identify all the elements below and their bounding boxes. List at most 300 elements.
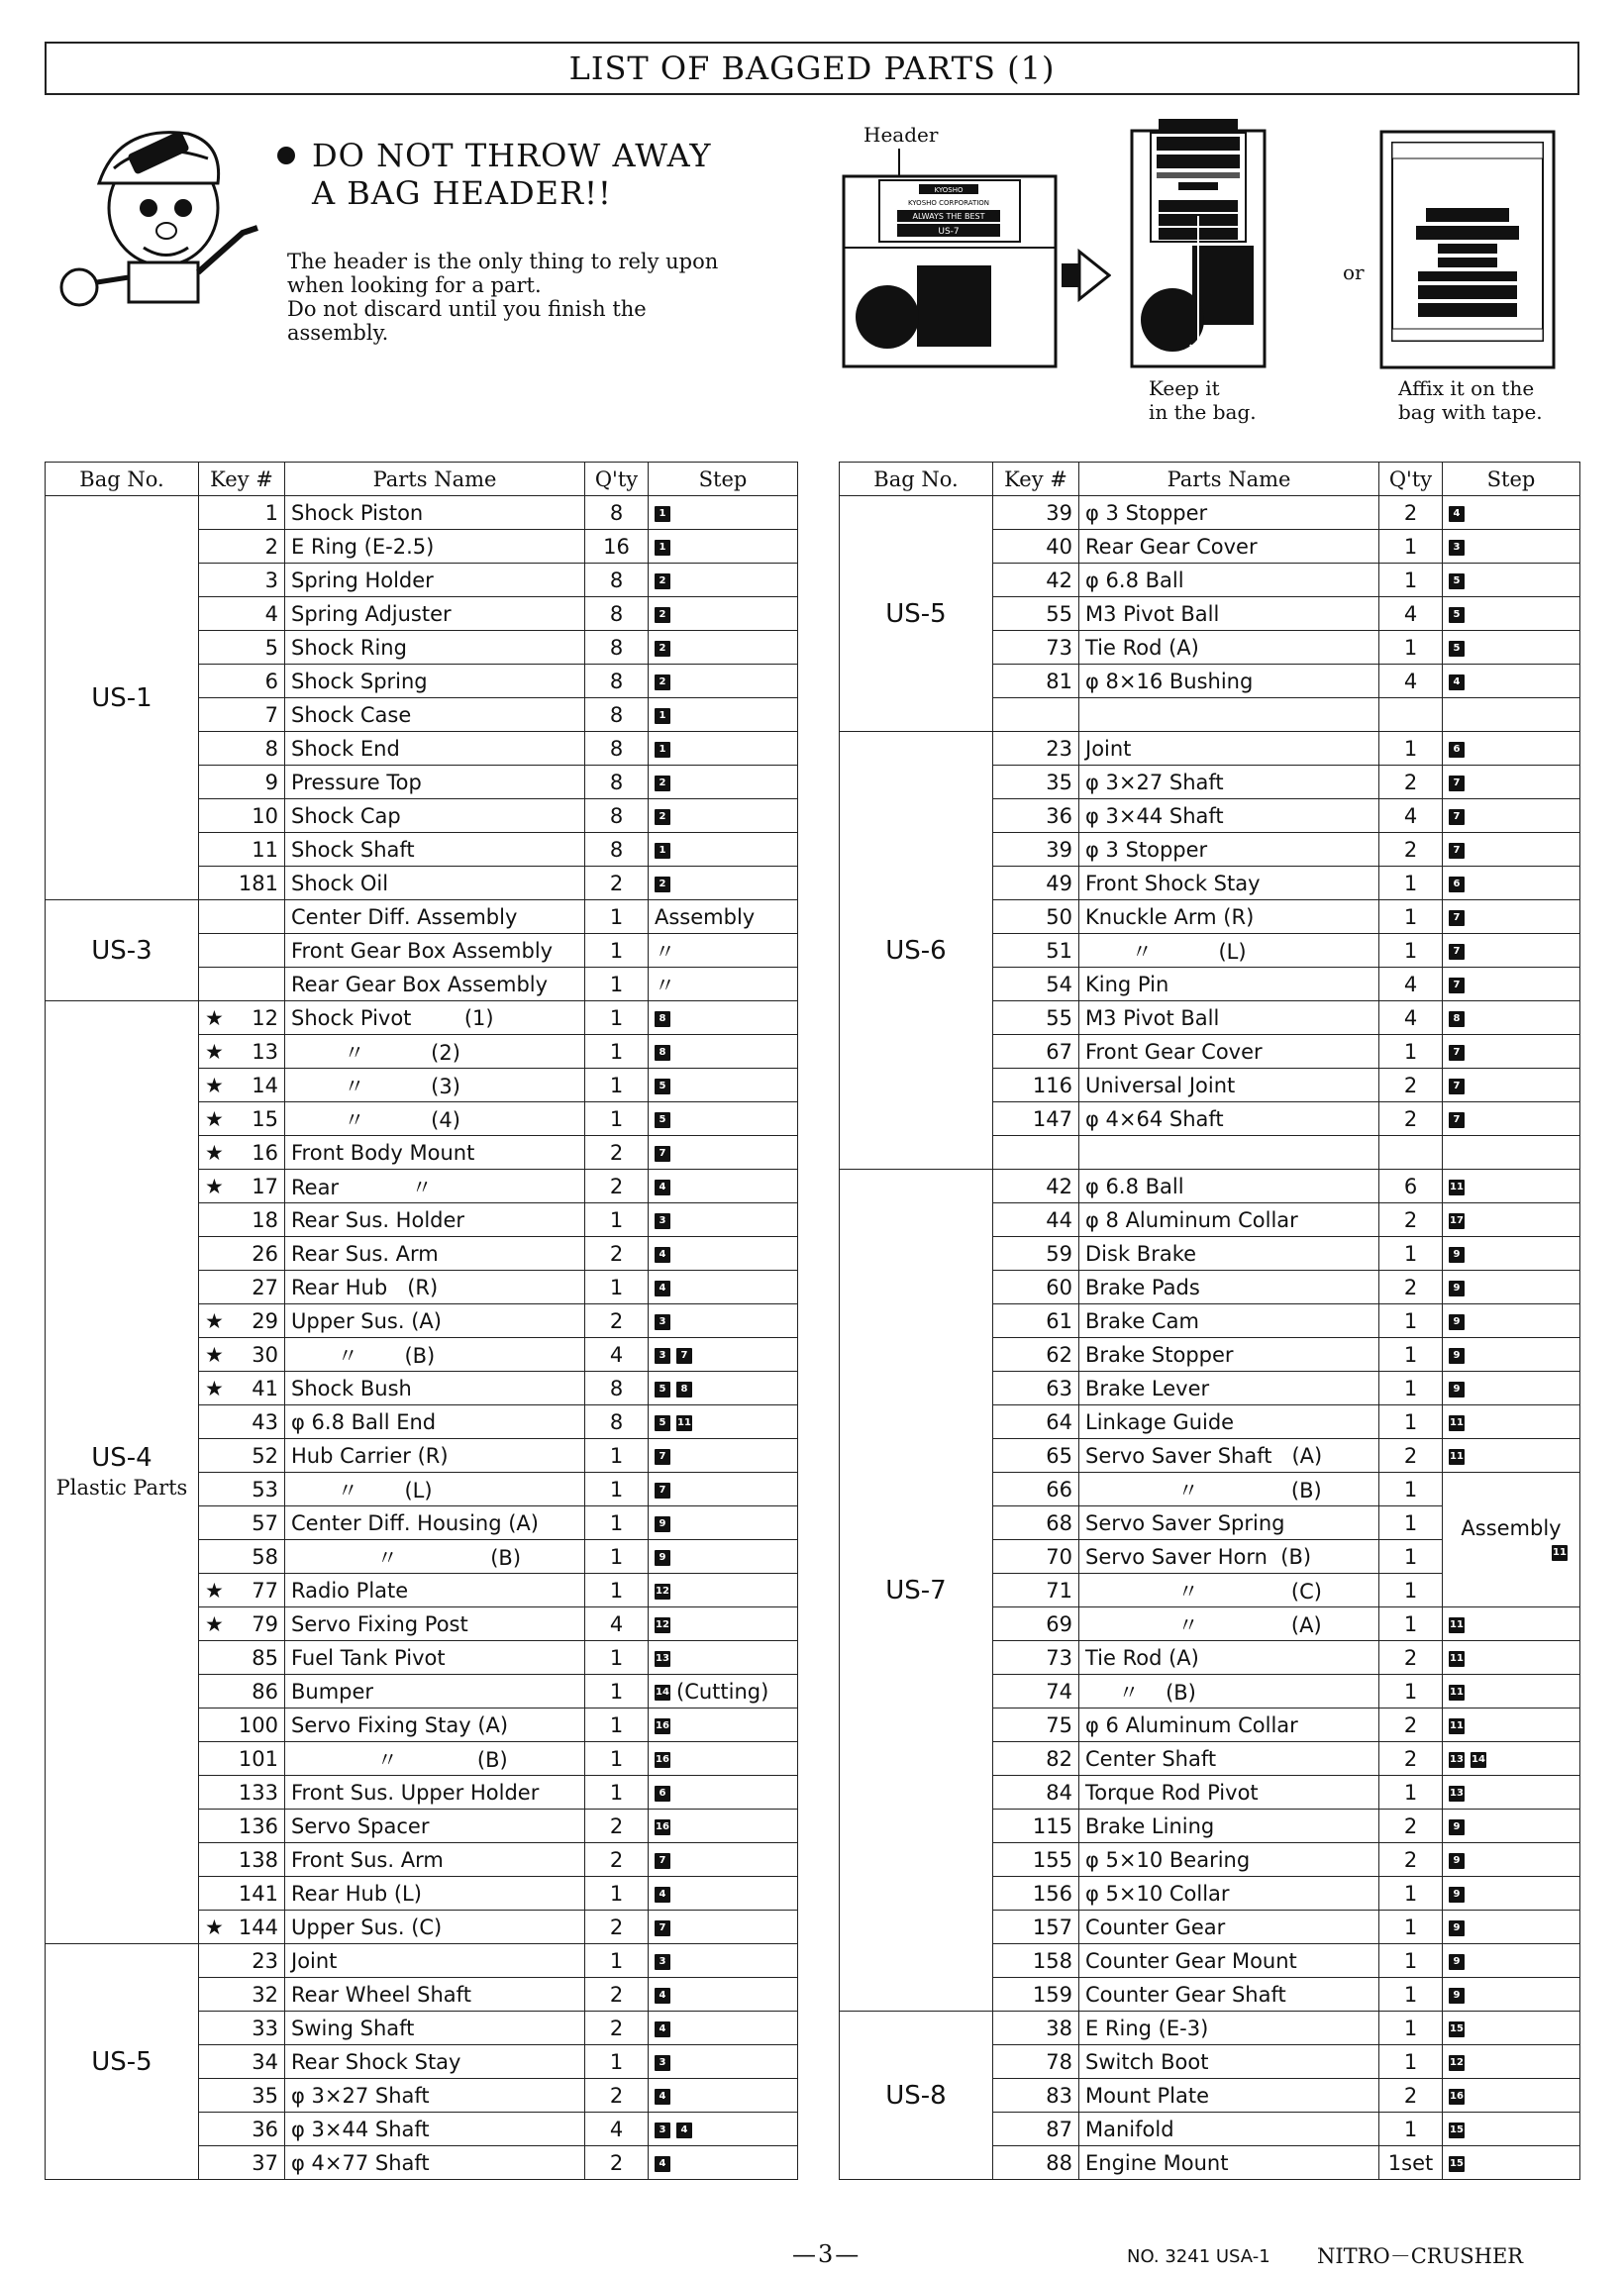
step-cell — [649, 698, 798, 732]
step-cell — [649, 1304, 798, 1338]
step-cell — [1443, 1607, 1580, 1641]
keep-in-bag-figure — [1129, 117, 1268, 372]
key-cell — [993, 597, 1079, 631]
step-number-icon: 7 — [1449, 978, 1465, 993]
quantity: 1 — [1379, 867, 1443, 900]
step-number-icon: 11 — [1449, 1617, 1465, 1633]
star-icon: ★ — [205, 1376, 224, 1400]
step-number-icon: 17 — [1449, 1213, 1465, 1229]
key-number: 35 — [1046, 770, 1072, 794]
bag-number: US-3 — [91, 935, 152, 966]
step-cell — [1443, 2113, 1580, 2146]
key-number: 88 — [1046, 2150, 1072, 2175]
key-cell — [993, 2146, 1079, 2180]
key-cell — [993, 799, 1079, 833]
quantity: 1 — [1379, 1237, 1443, 1271]
col-bag-no: Bag No. — [46, 463, 199, 496]
key-number: 60 — [1046, 1275, 1072, 1299]
key-cell — [993, 1742, 1079, 1776]
part-name: φ 6.8 Ball End — [285, 1405, 585, 1439]
quantity: 2 — [585, 2012, 649, 2045]
key-cell — [199, 1102, 285, 1136]
bag-number-cell — [840, 1170, 993, 2012]
step-number-icon: 5 — [655, 1382, 670, 1398]
part-name: Joint — [1079, 732, 1379, 766]
step-number-icon: 3 — [655, 1213, 670, 1229]
key-number: 15 — [252, 1106, 278, 1131]
part-name: Rear Hub (R) — [285, 1271, 585, 1304]
step-number-icon: 5 — [1449, 641, 1465, 657]
quantity: 2 — [1379, 833, 1443, 867]
step-cell — [1443, 968, 1580, 1001]
quantity: 1 — [585, 900, 649, 934]
key-number: 64 — [1046, 1409, 1072, 1434]
part-name: Brake Lever — [1079, 1372, 1379, 1405]
key-number: 73 — [1046, 635, 1072, 660]
step-number-icon: 11 — [1552, 1545, 1568, 1561]
quantity: 1 — [1379, 1338, 1443, 1372]
part-name: Upper Sus. (A) — [285, 1304, 585, 1338]
step-cell — [1443, 496, 1580, 530]
part-name: Brake Stopper — [1079, 1338, 1379, 1372]
step-cell — [1443, 2045, 1580, 2079]
step-number-icon: 14 — [1471, 1752, 1486, 1768]
key-number: 55 — [1046, 601, 1072, 626]
key-number: 155 — [1032, 1847, 1072, 1872]
part-name: Hub Carrier (R) — [285, 1439, 585, 1473]
key-cell — [993, 1675, 1079, 1708]
document-number: NO. 3241 USA-1 — [1127, 2246, 1270, 2267]
quantity: 4 — [1379, 665, 1443, 698]
part-name: Servo Saver Horn (B) — [1079, 1540, 1379, 1574]
part-name: Radio Plate — [285, 1574, 585, 1607]
quantity: 1 — [1379, 1372, 1443, 1405]
bag-number: US-5 — [91, 2046, 152, 2077]
parts-table-left — [45, 462, 798, 2180]
step-number-icon: 1 — [655, 540, 670, 556]
quantity: 8 — [585, 631, 649, 665]
key-cell — [993, 564, 1079, 597]
key-cell — [993, 732, 1079, 766]
bag-number: US-5 — [885, 598, 947, 629]
step-number-icon: 3 — [655, 1348, 670, 1364]
step-cell — [649, 1136, 798, 1170]
part-name: Rear Sus. Holder — [285, 1203, 585, 1237]
quantity: 8 — [585, 665, 649, 698]
step-cell — [1443, 766, 1580, 799]
key-cell — [199, 1877, 285, 1911]
key-cell — [199, 1203, 285, 1237]
key-number: 86 — [252, 1679, 278, 1704]
step-cell — [649, 631, 798, 665]
part-name: Universal Joint — [1079, 1069, 1379, 1102]
key-cell — [199, 1607, 285, 1641]
quantity: 1 — [1379, 631, 1443, 665]
part-name: Front Body Mount — [285, 1136, 585, 1170]
key-number: 9 — [264, 770, 278, 794]
part-name: φ 6.8 Ball — [1079, 1170, 1379, 1203]
key-cell — [199, 1372, 285, 1405]
key-cell — [199, 1708, 285, 1742]
quantity: 1 — [585, 1776, 649, 1810]
quantity: 1 — [585, 1675, 649, 1708]
key-cell — [199, 934, 285, 968]
part-name: Shock Oil — [285, 867, 585, 900]
step-number-icon: 13 — [1449, 1786, 1465, 1802]
part-name — [1079, 698, 1379, 732]
description-line: The header is the only thing to rely upon — [287, 250, 719, 273]
quantity: 8 — [585, 766, 649, 799]
key-number: 73 — [1046, 1645, 1072, 1670]
part-name: 〃 (C) — [1079, 1574, 1379, 1607]
step-number-icon: 5 — [655, 1112, 670, 1128]
key-cell — [993, 2079, 1079, 2113]
step-number-icon: 7 — [1449, 776, 1465, 791]
step-cell — [649, 1708, 798, 1742]
quantity: 8 — [585, 597, 649, 631]
key-cell — [993, 1203, 1079, 1237]
step-number-icon: 11 — [1449, 1180, 1465, 1195]
key-number: 36 — [252, 2117, 278, 2141]
quantity: 8 — [585, 833, 649, 867]
step-number-icon: 4 — [655, 1281, 670, 1296]
step-cell — [1443, 1237, 1580, 1271]
assembly-step — [1449, 1540, 1573, 1564]
or-label: or — [1343, 260, 1365, 284]
quantity: 4 — [585, 1338, 649, 1372]
step-number-icon: 9 — [1449, 1348, 1465, 1364]
key-number: 41 — [252, 1376, 278, 1400]
quantity: 8 — [585, 496, 649, 530]
key-cell — [199, 1978, 285, 2012]
step-cell — [1443, 1742, 1580, 1776]
key-cell — [199, 833, 285, 867]
key-number: 5 — [264, 635, 278, 660]
quantity: 1 — [585, 1069, 649, 1102]
key-cell — [199, 2012, 285, 2045]
part-name: Manifold — [1079, 2113, 1379, 2146]
key-cell — [993, 1708, 1079, 1742]
step-cell — [649, 1203, 798, 1237]
step-number-icon: 8 — [676, 1382, 692, 1398]
key-number: 85 — [252, 1645, 278, 1670]
key-cell — [199, 1641, 285, 1675]
key-cell — [993, 1035, 1079, 1069]
step-number-icon: 16 — [1449, 2089, 1465, 2105]
step-cell — [649, 1675, 798, 1708]
key-number: 10 — [252, 803, 278, 828]
key-cell — [199, 1776, 285, 1810]
part-name: Brake Cam — [1079, 1304, 1379, 1338]
quantity: 2 — [1379, 1069, 1443, 1102]
step-cell — [1443, 1170, 1580, 1203]
affix-caption — [1398, 376, 1543, 424]
step-cell — [649, 2045, 798, 2079]
caption-line: Keep it — [1149, 376, 1220, 400]
key-cell — [199, 1405, 285, 1439]
key-cell — [199, 1069, 285, 1102]
step-number-icon: 9 — [655, 1550, 670, 1566]
quantity: 1 — [585, 1641, 649, 1675]
key-cell — [199, 1439, 285, 1473]
bag-number-cell — [840, 2012, 993, 2180]
step-cell — [649, 1372, 798, 1405]
step-cell — [649, 1978, 798, 2012]
step-cell — [649, 900, 798, 934]
col-step: Step — [1443, 463, 1580, 496]
star-icon: ★ — [205, 1106, 224, 1131]
key-cell — [199, 1338, 285, 1372]
key-number: 53 — [252, 1477, 278, 1501]
key-cell — [993, 1304, 1079, 1338]
quantity: 4 — [585, 2113, 649, 2146]
step-number-icon: 4 — [1449, 674, 1465, 690]
model-name: NITRO－CRUSHER — [1317, 2244, 1524, 2268]
key-number: 34 — [252, 2049, 278, 2074]
key-number: 81 — [1046, 669, 1072, 693]
star-icon: ★ — [205, 1578, 224, 1603]
step-number-icon: 11 — [676, 1415, 692, 1431]
step-number-icon: 6 — [655, 1786, 670, 1802]
key-number: 100 — [238, 1712, 278, 1737]
step-cell — [649, 665, 798, 698]
key-number: 101 — [238, 1746, 278, 1771]
star-icon: ★ — [205, 1073, 224, 1097]
key-cell — [993, 1944, 1079, 1978]
key-cell — [993, 1271, 1079, 1304]
step-cell — [1443, 1978, 1580, 2012]
part-name: Shock Ring — [285, 631, 585, 665]
key-cell — [993, 1338, 1079, 1372]
table-row — [840, 496, 1580, 530]
part-name: 〃 (B) — [285, 1540, 585, 1574]
step-cell — [649, 1641, 798, 1675]
step-number-icon: 3 — [655, 2123, 670, 2138]
quantity: 1 — [1379, 1540, 1443, 1574]
key-number: 3 — [264, 568, 278, 592]
quantity: 1set — [1379, 2146, 1443, 2180]
part-name: φ 5×10 Bearing — [1079, 1843, 1379, 1877]
part-name: 〃 (4) — [285, 1102, 585, 1136]
key-cell — [993, 1136, 1079, 1170]
step-number-icon: 7 — [1449, 809, 1465, 825]
step-number-icon: 9 — [1449, 1887, 1465, 1903]
key-cell — [993, 1641, 1079, 1675]
key-number: 158 — [1032, 1948, 1072, 1973]
step-number-icon: 7 — [1449, 944, 1465, 960]
step-number-icon: 3 — [1449, 540, 1465, 556]
step-number-icon: 3 — [655, 1954, 670, 1970]
quantity: 1 — [1379, 900, 1443, 934]
step-cell — [649, 1843, 798, 1877]
quantity: 8 — [585, 564, 649, 597]
quantity: 1 — [1379, 530, 1443, 564]
step-number-icon: 16 — [655, 1752, 670, 1768]
part-name: King Pin — [1079, 968, 1379, 1001]
part-name: φ 3×44 Shaft — [285, 2113, 585, 2146]
key-number: 44 — [1046, 1207, 1072, 1232]
step-number-icon: 1 — [655, 506, 670, 522]
step-number-icon: 9 — [1449, 1314, 1465, 1330]
key-number: 66 — [1046, 1477, 1072, 1501]
key-cell — [993, 1473, 1079, 1506]
bag-number-cell — [840, 496, 993, 732]
quantity: 2 — [1379, 2079, 1443, 2113]
quantity: 1 — [585, 1742, 649, 1776]
part-name: Shock Bush — [285, 1372, 585, 1405]
quantity: 1 — [585, 1001, 649, 1035]
key-cell — [993, 1001, 1079, 1035]
quantity: 1 — [585, 1574, 649, 1607]
step-number-icon: 9 — [1449, 1988, 1465, 2004]
quantity: 6 — [1379, 1170, 1443, 1203]
part-name: Servo Spacer — [285, 1810, 585, 1843]
part-name: φ 3 Stopper — [1079, 833, 1379, 867]
step-number-icon: 12 — [1449, 2055, 1465, 2071]
page-title: LIST OF BAGGED PARTS (1) — [45, 42, 1579, 95]
step-number-icon: 5 — [1449, 573, 1465, 589]
step-cell — [649, 968, 798, 1001]
step-cell — [1443, 1271, 1580, 1304]
quantity: 2 — [585, 1136, 649, 1170]
table-row — [46, 1944, 798, 1978]
key-cell — [993, 934, 1079, 968]
table-header-row — [46, 463, 798, 496]
step-number-icon: 15 — [1449, 2021, 1465, 2037]
key-number: 59 — [1046, 1241, 1072, 1266]
step-cell — [649, 2113, 798, 2146]
quantity: 1 — [1379, 1473, 1443, 1506]
part-name: Shock Spring — [285, 665, 585, 698]
col-qty: Q'ty — [585, 463, 649, 496]
quantity: 8 — [585, 799, 649, 833]
part-name: Rear Gear Cover — [1079, 530, 1379, 564]
step-number-icon: 11 — [1449, 1718, 1465, 1734]
key-cell — [199, 665, 285, 698]
quantity: 1 — [585, 934, 649, 968]
key-cell — [199, 1136, 285, 1170]
step-number-icon: 7 — [1449, 910, 1465, 926]
key-cell — [199, 1304, 285, 1338]
key-cell — [199, 530, 285, 564]
quantity: 1 — [1379, 2012, 1443, 2045]
step-cell — [649, 530, 798, 564]
step-number-icon: 6 — [1449, 742, 1465, 758]
part-name: Joint — [285, 1944, 585, 1978]
part-name: Servo Fixing Stay (A) — [285, 1708, 585, 1742]
col-parts-name: Parts Name — [285, 463, 585, 496]
key-number: 74 — [1046, 1679, 1072, 1704]
quantity: 2 — [585, 2079, 649, 2113]
quantity: 1 — [1379, 1944, 1443, 1978]
key-number: 75 — [1046, 1712, 1072, 1737]
step-cell — [649, 1607, 798, 1641]
quantity: 8 — [585, 1372, 649, 1405]
step-cell — [649, 1506, 798, 1540]
step-number-icon: 7 — [1449, 1112, 1465, 1128]
key-number: 2 — [264, 534, 278, 559]
step-cell — [1443, 2012, 1580, 2045]
quantity: 1 — [585, 1877, 649, 1911]
key-cell — [993, 1170, 1079, 1203]
quantity: 4 — [1379, 597, 1443, 631]
step-number-icon: 9 — [1449, 1281, 1465, 1296]
key-number: 36 — [1046, 803, 1072, 828]
key-number: 16 — [252, 1140, 278, 1165]
quantity: 1 — [585, 1271, 649, 1304]
quantity: 1 — [1379, 1978, 1443, 2012]
step-number-icon: 2 — [655, 877, 670, 892]
caption-line: in the bag. — [1149, 400, 1257, 424]
key-cell — [199, 968, 285, 1001]
key-number: 12 — [252, 1005, 278, 1030]
key-cell — [993, 2012, 1079, 2045]
quantity: 4 — [1379, 799, 1443, 833]
step-number-icon: 4 — [655, 1247, 670, 1263]
key-number: 57 — [252, 1510, 278, 1535]
step-number-icon: 15 — [1449, 2123, 1465, 2138]
quantity: 1 — [1379, 1304, 1443, 1338]
step-cell — [1443, 665, 1580, 698]
step-cell — [1443, 1708, 1580, 1742]
step-cell — [649, 732, 798, 766]
step-number-icon: 9 — [1449, 1247, 1465, 1263]
description-line: Do not discard until you finish the — [287, 297, 647, 321]
key-number: 18 — [252, 1207, 278, 1232]
quantity: 1 — [585, 1102, 649, 1136]
part-name: 〃 (3) — [285, 1069, 585, 1102]
step-cell — [649, 2146, 798, 2180]
part-name: Tie Rod (A) — [1079, 1641, 1379, 1675]
part-name: φ 8 Aluminum Collar — [1079, 1203, 1379, 1237]
key-cell — [199, 799, 285, 833]
key-cell — [199, 1271, 285, 1304]
part-name: 〃 (L) — [1079, 934, 1379, 968]
star-icon: ★ — [205, 1915, 224, 1939]
step-number-icon: 5 — [655, 1415, 670, 1431]
step-number-icon: 7 — [676, 1348, 692, 1364]
part-name: φ 4×64 Shaft — [1079, 1102, 1379, 1136]
key-number: 43 — [252, 1409, 278, 1434]
step-number-icon: 4 — [655, 1887, 670, 1903]
step-number-icon: 7 — [655, 1483, 670, 1499]
key-cell — [993, 1069, 1079, 1102]
key-cell — [993, 1540, 1079, 1574]
key-number: 159 — [1032, 1982, 1072, 2007]
step-cell — [649, 564, 798, 597]
step-number-icon: 16 — [655, 1819, 670, 1835]
step-number-icon: 9 — [1449, 1819, 1465, 1835]
step-cell — [649, 1540, 798, 1574]
step-cell — [1443, 1776, 1580, 1810]
part-name: Disk Brake — [1079, 1237, 1379, 1271]
quantity: 2 — [1379, 1810, 1443, 1843]
key-number: 133 — [238, 1780, 278, 1805]
step-number-icon: 5 — [655, 1079, 670, 1094]
quantity: 1 — [585, 1944, 649, 1978]
part-name: Shock Pivot (1) — [285, 1001, 585, 1035]
step-cell — [649, 1035, 798, 1069]
step-number-icon: 7 — [1449, 1045, 1465, 1061]
step-cell — [649, 2012, 798, 2045]
step-cell — [1443, 1136, 1580, 1170]
warning-line-1: DO NOT THROW AWAY — [312, 137, 712, 174]
part-name: Counter Gear Mount — [1079, 1944, 1379, 1978]
step-cell — [1443, 1001, 1580, 1035]
step-cell — [1443, 900, 1580, 934]
step-number-icon: 7 — [655, 1146, 670, 1162]
part-name: Servo Saver Shaft (A) — [1079, 1439, 1379, 1473]
